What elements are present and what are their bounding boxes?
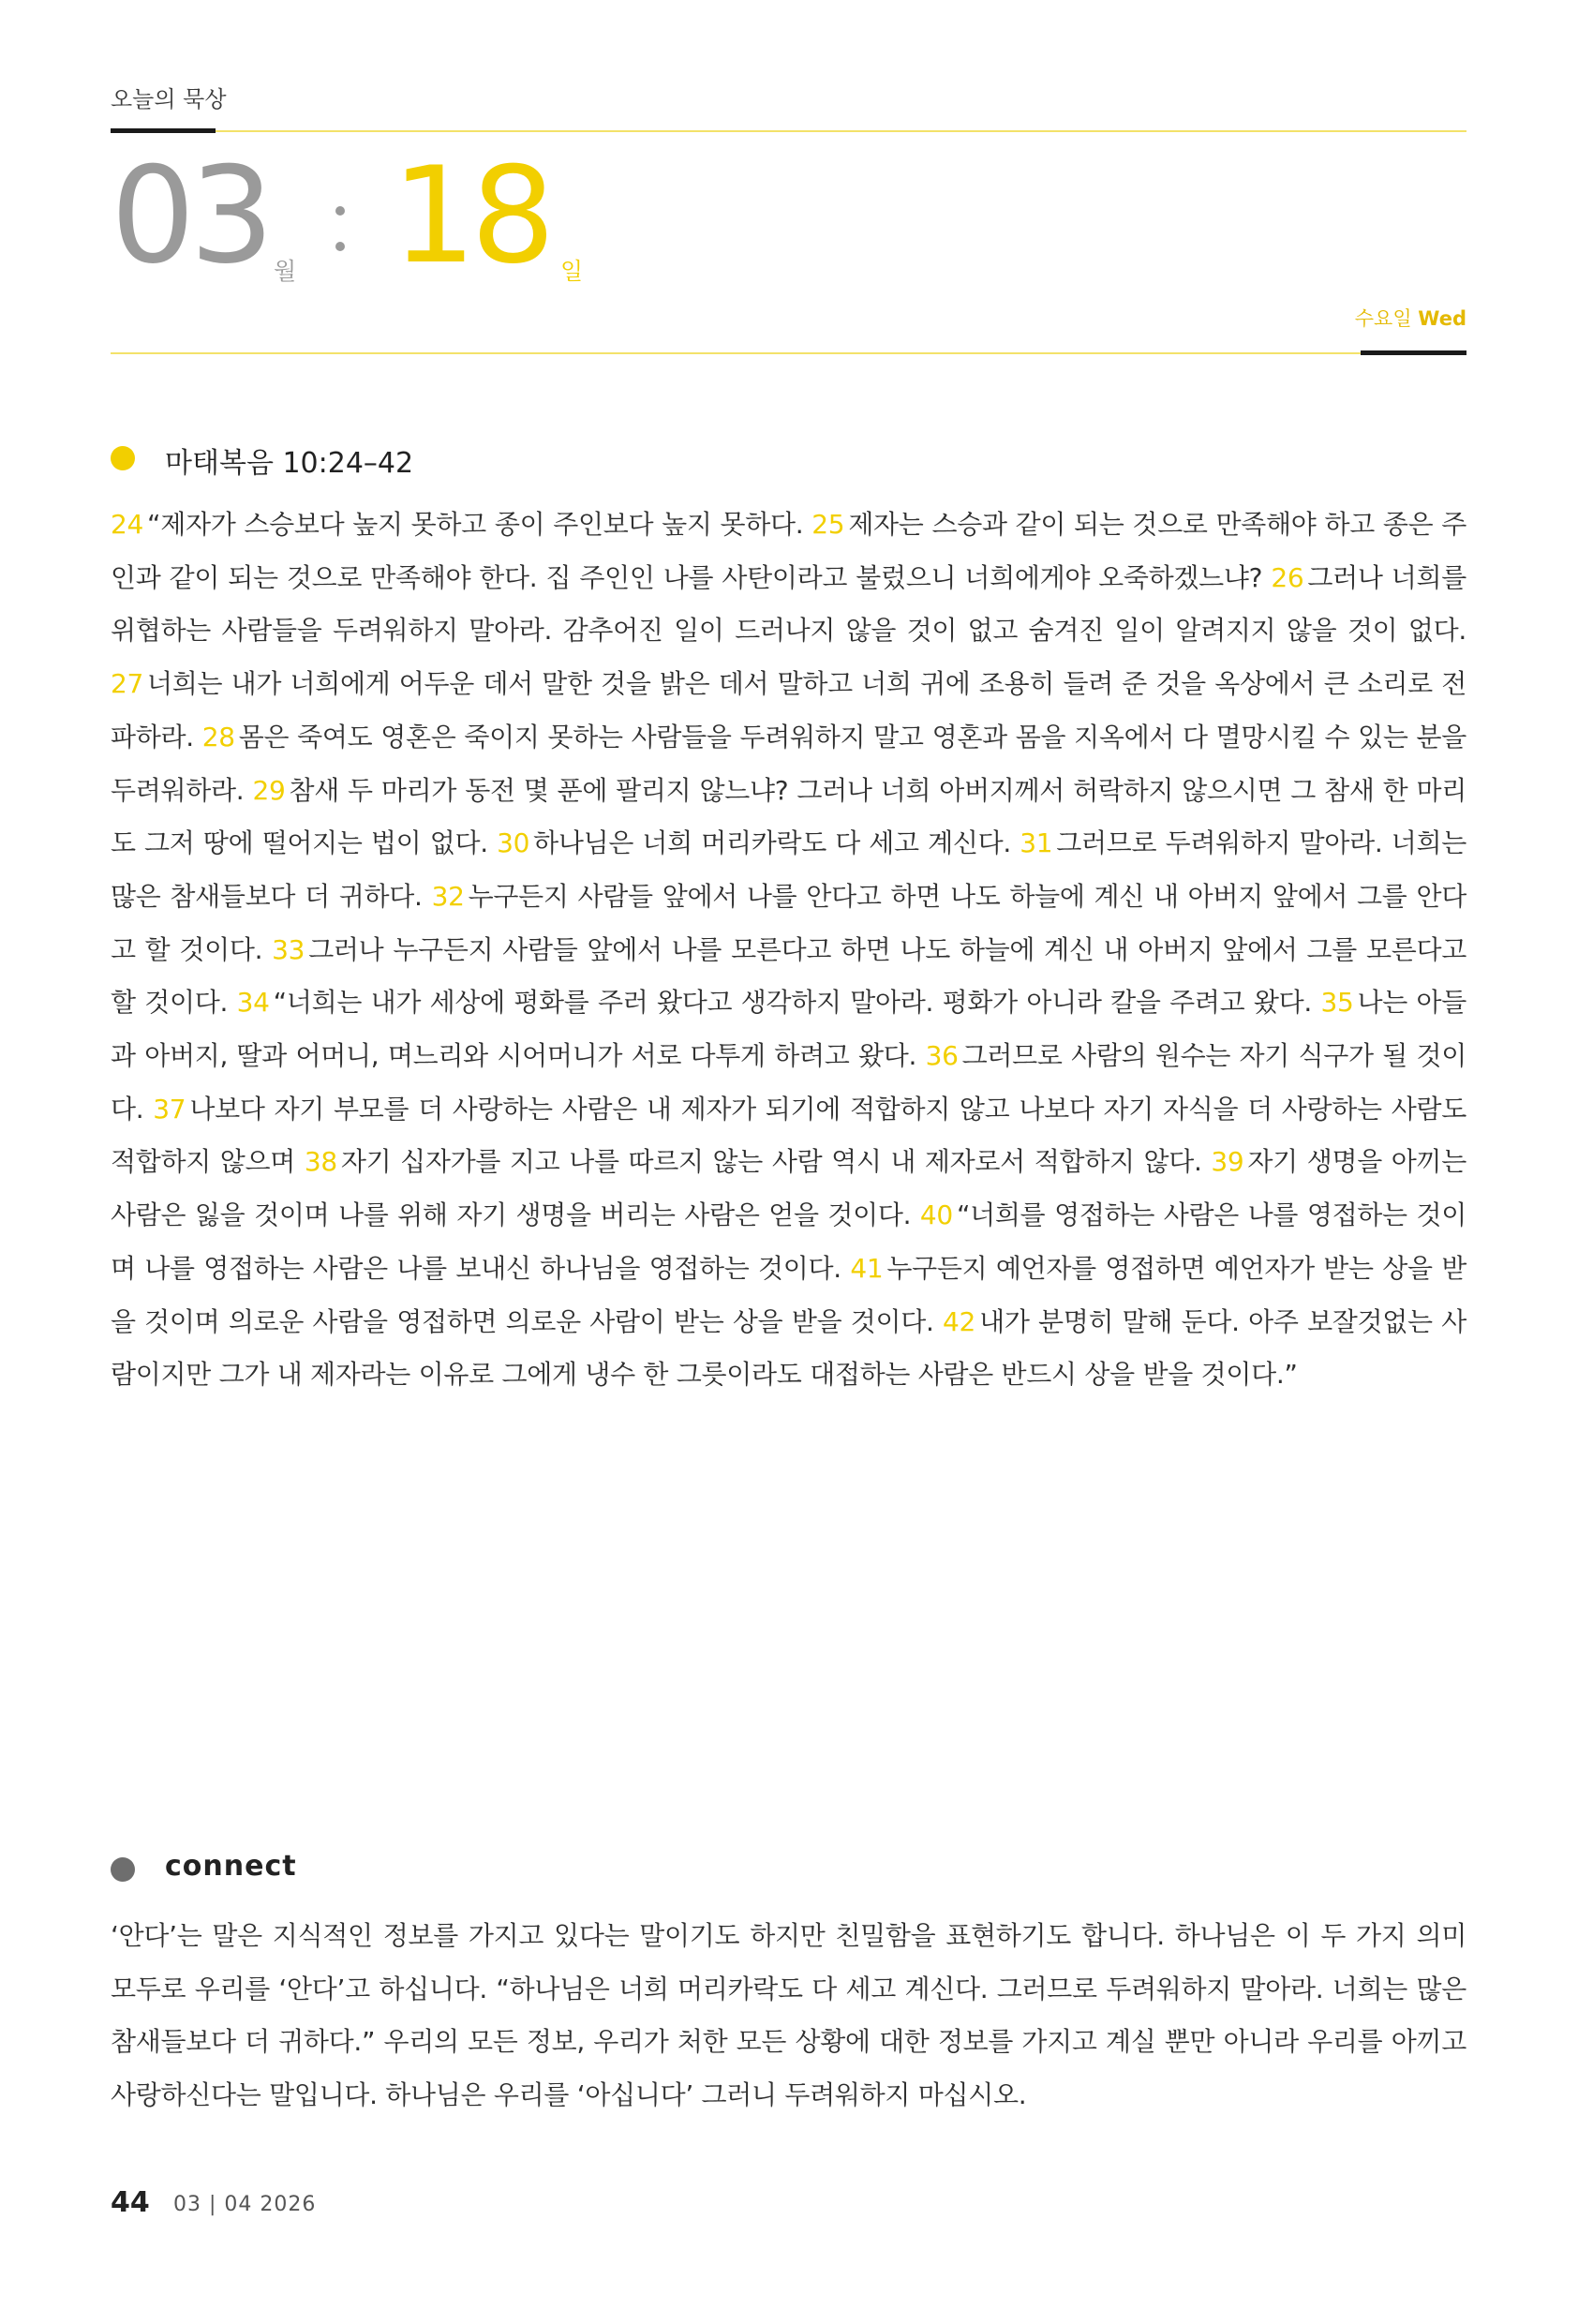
verse-text: 나보다 자기 부모를 더 사랑하는 사람은 내 제자가 되기에 적합하지 않고 나보다 자기 자식을 더 사랑하는 사람도 적합하지 않으며	[111, 1093, 1466, 1178]
verse-text: 그러므로 사람의 원수는 자기 식구가 될 것이다.	[111, 1040, 1466, 1125]
verse-number: 40	[919, 1199, 953, 1231]
date-rule	[111, 352, 1466, 354]
date-colon-icon	[335, 197, 345, 262]
verse-number: 26	[1271, 561, 1304, 593]
verse-number: 37	[153, 1093, 186, 1125]
date-day-unit: 일	[560, 258, 584, 285]
header-rule	[111, 130, 1466, 132]
verse-text: 누구든지 예언자를 영접하면 예언자가 받는 상을 받을 것이며 의로운 사람을 영접하면 의로운 사람이 받는 상을 받을 것이다.	[111, 1252, 1466, 1337]
verse-text: 자기 생명을 아끼는 사람은 잃을 것이며 나를 위해 자기 생명을 버리는 사람은 얻을 것이다.	[111, 1146, 1466, 1231]
issue-date: 03 | 04 2026	[173, 2193, 317, 2216]
weekday-en: Wed	[1418, 307, 1466, 330]
verse-text: “너희는 내가 세상에 평화를 주러 왔다고 생각하지 말아라. 평화가 아니라 칼을 주려고 왔다.	[273, 987, 1312, 1019]
verse-number: 36	[925, 1040, 959, 1072]
verse-number: 27	[111, 668, 144, 700]
verse-text: 자기 십자가를 지고 나를 따르지 않는 사람 역시 내 제자로서 적합하지 않다.	[340, 1146, 1202, 1178]
date-month-unit: 월	[274, 258, 297, 285]
verse-number: 39	[1211, 1146, 1244, 1178]
verse-number: 34	[236, 987, 270, 1019]
verse-text: 하나님은 너희 머리카락도 다 세고 계신다.	[533, 827, 1011, 859]
weekday-ko: 수요일	[1354, 307, 1412, 330]
scripture-reference: 마태복음 10:24–42	[165, 447, 414, 480]
date-month: 03	[111, 139, 269, 293]
verse-text: 그러므로 두려워하지 말아라. 너희는 많은 참새들보다 더 귀하다.	[111, 827, 1466, 912]
verse-text: “제자가 스승보다 높지 못하고 종이 주인보다 높지 못하다.	[147, 509, 804, 540]
verse-number: 24	[111, 509, 144, 540]
verse-text: 몸은 죽여도 영혼은 죽이지 못하는 사람들을 두려워하지 말고 영혼과 몸을 지옥에서 다 멸망시킬 수 있는 분을 두려워하라.	[111, 721, 1466, 806]
verse-number: 30	[497, 827, 530, 859]
verse-text: 너희는 내가 너희에게 어두운 데서 말한 것을 밝은 데서 말하고 너희 귀에 조용히 들려 준 것을 옥상에서 큰 소리로 전파하라.	[111, 668, 1466, 752]
verse-text: 내가 분명히 말해 둔다. 아주 보잘것없는 사람이지만 그가 내 제자라는 이유로 그에게 냉수 한 그릇이라도 대접하는 사람은 반드시 상을 받을 것이다.”	[111, 1305, 1466, 1391]
verse-number: 42	[943, 1305, 976, 1337]
verse-number: 25	[811, 509, 845, 540]
header-label: 오늘의 묵상	[111, 86, 227, 112]
verse-text: 참새 두 마리가 동전 몇 푼에 팔리지 않느냐? 그러나 너희 아버지께서 허락하지 않으시면 그 참새 한 마리도 그저 땅에 떨어지는 법이 없다.	[111, 774, 1467, 859]
connect-text: ‘안다’는 말은 지식적인 정보를 가지고 있다는 말이기도 하지만 친밀함을 표현하기도 합니다. 하나님은 이 두 가지 의미 모두로 우리를 ‘안다’고 하십니다. “하나님은 너희 머리카락도 다 세고 계신다. 그러므로 두려워하지 말아라. 너희는 많은 참새들보다 더 귀하다.” 우리의 모든 정보, 우리가 처한 모든 상황에 대한 정보를 가지고 계실 뿐만 아니라 우리를 아끼고 사랑하신다는 말입니다. 하나님은 우리를 ‘아십니다’ 그러니 두려워하지 마십시오.	[111, 1920, 1466, 2111]
page-number: 44	[111, 2186, 150, 2219]
scripture-text	[111, 499, 1466, 1402]
verse-number: 38	[304, 1146, 337, 1178]
verse-number: 33	[272, 933, 305, 965]
scripture-bullet-icon	[111, 446, 135, 470]
verse-number: 41	[850, 1252, 884, 1284]
verse-text: 제자는 스승과 같이 되는 것으로 만족해야 하고 종은 주인과 같이 되는 것으로 만족해야 한다. 집 주인인 나를 사탄이라고 불렀으니 너희에게야 오죽하겠느냐?	[111, 509, 1466, 593]
verse-number: 31	[1020, 827, 1053, 859]
verse-number: 35	[1320, 987, 1354, 1019]
header-rule-accent	[111, 128, 216, 133]
date-day: 18	[392, 139, 550, 293]
verse-number: 32	[431, 880, 465, 912]
connect-bullet-icon	[111, 1857, 135, 1882]
verse-text: “너희를 영접하는 사람은 나를 영접하는 것이며 나를 영접하는 사람은 나를 보내신 하나님을 영접하는 것이다.	[111, 1199, 1466, 1284]
verse-text: 그러나 누구든지 사람들 앞에서 나를 모른다고 하면 나도 하늘에 계신 내 아버지 앞에서 그를 모른다고 할 것이다.	[111, 933, 1466, 1019]
verse-text: 나는 아들과 아버지, 딸과 어머니, 며느리와 시어머니가 서로 다투게 하려고 왔다.	[111, 987, 1466, 1072]
verse-number: 29	[252, 774, 286, 806]
connect-title: connect	[165, 1850, 297, 1883]
verse-number: 28	[201, 721, 235, 752]
verse-text: 그러나 너희를 위협하는 사람들을 두려워하지 말아라. 감추어진 일이 드러나지 않을 것이 없고 숨겨진 일이 알려지지 않을 것이 없다.	[111, 561, 1466, 647]
verse-text: 누구든지 사람들 앞에서 나를 안다고 하면 나도 하늘에 계신 내 아버지 앞에서 그를 안다고 할 것이다.	[111, 880, 1466, 965]
date-rule-accent	[1361, 350, 1466, 355]
weekday	[1355, 304, 1466, 332]
